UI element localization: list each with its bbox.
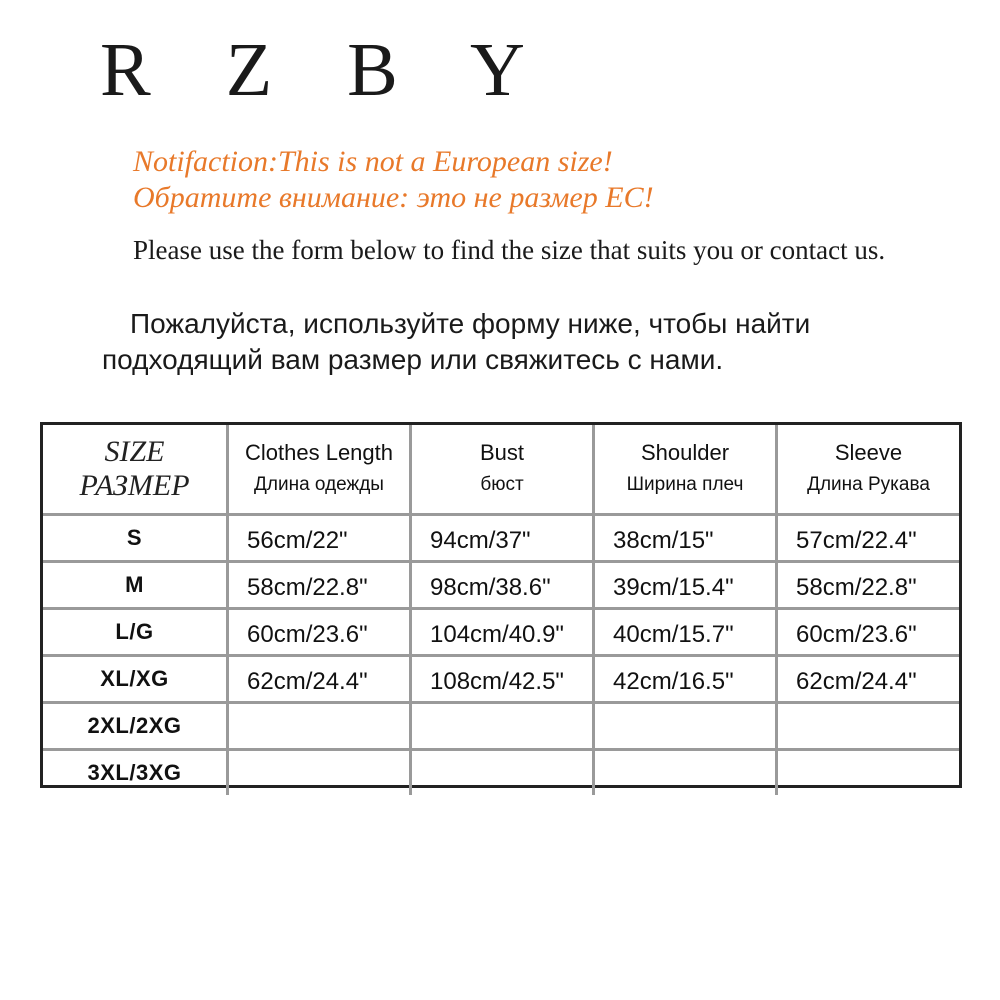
size-header-en: SIZE xyxy=(104,435,165,468)
clothes-length-value xyxy=(229,770,409,776)
value-cell xyxy=(595,751,778,795)
size-label: XL/XG xyxy=(100,666,169,691)
clothes-length-value xyxy=(229,723,409,729)
value-cell xyxy=(595,516,778,563)
value-cell xyxy=(229,657,412,704)
value-cell xyxy=(595,704,778,751)
clothes-length-value: 62cm/24.4" xyxy=(247,668,368,695)
table-row xyxy=(43,610,959,657)
size-label-cell xyxy=(43,704,229,751)
size-header-cell xyxy=(43,425,229,516)
column-header-en: Clothes Length xyxy=(245,440,393,465)
value-cell xyxy=(595,610,778,657)
shoulder-value xyxy=(595,723,775,729)
intro-russian: Пожалуйста, используйте форму ниже, чтобы найти подходящий вам размер или свяжитесь с нами. xyxy=(102,308,811,375)
value-cell xyxy=(412,657,595,704)
size-label: M xyxy=(125,572,144,597)
column-header-clothes-length xyxy=(229,425,412,516)
table-row xyxy=(43,751,959,795)
column-header-ru: Ширина плеч xyxy=(626,474,744,495)
size-label-cell xyxy=(43,516,229,563)
clothes-length-value: 56cm/22" xyxy=(247,527,348,554)
column-header-en: Bust xyxy=(479,440,525,465)
size-label-cell xyxy=(43,657,229,704)
bust-value: 104cm/40.9" xyxy=(430,621,564,648)
value-cell xyxy=(412,610,595,657)
bust-value xyxy=(412,723,592,729)
intro-english: Please use the form below to find the size that suits you or contact us. xyxy=(133,235,886,265)
brand-logo: R Z B Y xyxy=(100,28,553,112)
value-cell xyxy=(778,704,959,751)
table-row xyxy=(43,563,959,610)
size-header-ru: РАЗМЕР xyxy=(79,469,190,502)
size-label: S xyxy=(126,525,143,550)
sleeve-value: 62cm/24.4" xyxy=(796,668,917,695)
sleeve-value xyxy=(778,770,959,776)
value-cell xyxy=(412,516,595,563)
shoulder-value: 39cm/15.4" xyxy=(613,574,734,601)
value-cell xyxy=(595,563,778,610)
size-label: 2XL/2XG xyxy=(87,713,182,738)
notice-russian: Обратите внимание: это не размер ЕС! xyxy=(133,181,654,214)
size-label-cell xyxy=(43,751,229,795)
size-notice xyxy=(133,144,654,216)
sleeve-value: 57cm/22.4" xyxy=(796,527,917,554)
bust-value: 94cm/37" xyxy=(430,527,531,554)
table-header-row xyxy=(43,425,959,516)
shoulder-value: 42cm/16.5" xyxy=(613,668,734,695)
table-row xyxy=(43,657,959,704)
sleeve-value xyxy=(778,723,959,729)
value-cell xyxy=(778,751,959,795)
column-header-ru: бюст xyxy=(480,474,524,495)
column-header-sleeve xyxy=(778,425,959,516)
value-cell xyxy=(229,704,412,751)
value-cell xyxy=(778,610,959,657)
sleeve-value: 60cm/23.6" xyxy=(796,621,917,648)
column-header-en: Sleeve xyxy=(834,440,903,465)
bust-value: 98cm/38.6" xyxy=(430,574,551,601)
shoulder-value xyxy=(595,770,775,776)
size-label: 3XL/3XG xyxy=(87,760,182,785)
sleeve-value: 58cm/22.8" xyxy=(796,574,917,601)
clothes-length-value: 58cm/22.8" xyxy=(247,574,368,601)
size-label-cell xyxy=(43,610,229,657)
column-header-bust xyxy=(412,425,595,516)
table-row xyxy=(43,516,959,563)
value-cell xyxy=(229,563,412,610)
value-cell xyxy=(778,516,959,563)
size-label-cell xyxy=(43,563,229,610)
value-cell xyxy=(412,704,595,751)
bust-value xyxy=(412,770,592,776)
value-cell xyxy=(229,516,412,563)
value-cell xyxy=(229,751,412,795)
table-row xyxy=(43,704,959,751)
value-cell xyxy=(229,610,412,657)
size-label: L/G xyxy=(115,619,154,644)
clothes-length-value: 60cm/23.6" xyxy=(247,621,368,648)
column-header-shoulder xyxy=(595,425,778,516)
column-header-en: Shoulder xyxy=(640,440,730,465)
value-cell xyxy=(778,563,959,610)
column-header-ru: Длина одежды xyxy=(254,474,384,495)
value-cell xyxy=(412,751,595,795)
value-cell xyxy=(778,657,959,704)
notice-english: Notifaction:This is not a European size! xyxy=(133,145,613,178)
size-chart-table xyxy=(40,422,962,788)
bust-value: 108cm/42.5" xyxy=(430,668,564,695)
column-header-ru: Длина Рукава xyxy=(807,474,930,495)
shoulder-value: 40cm/15.7" xyxy=(613,621,734,648)
value-cell xyxy=(412,563,595,610)
shoulder-value: 38cm/15" xyxy=(613,527,714,554)
value-cell xyxy=(595,657,778,704)
